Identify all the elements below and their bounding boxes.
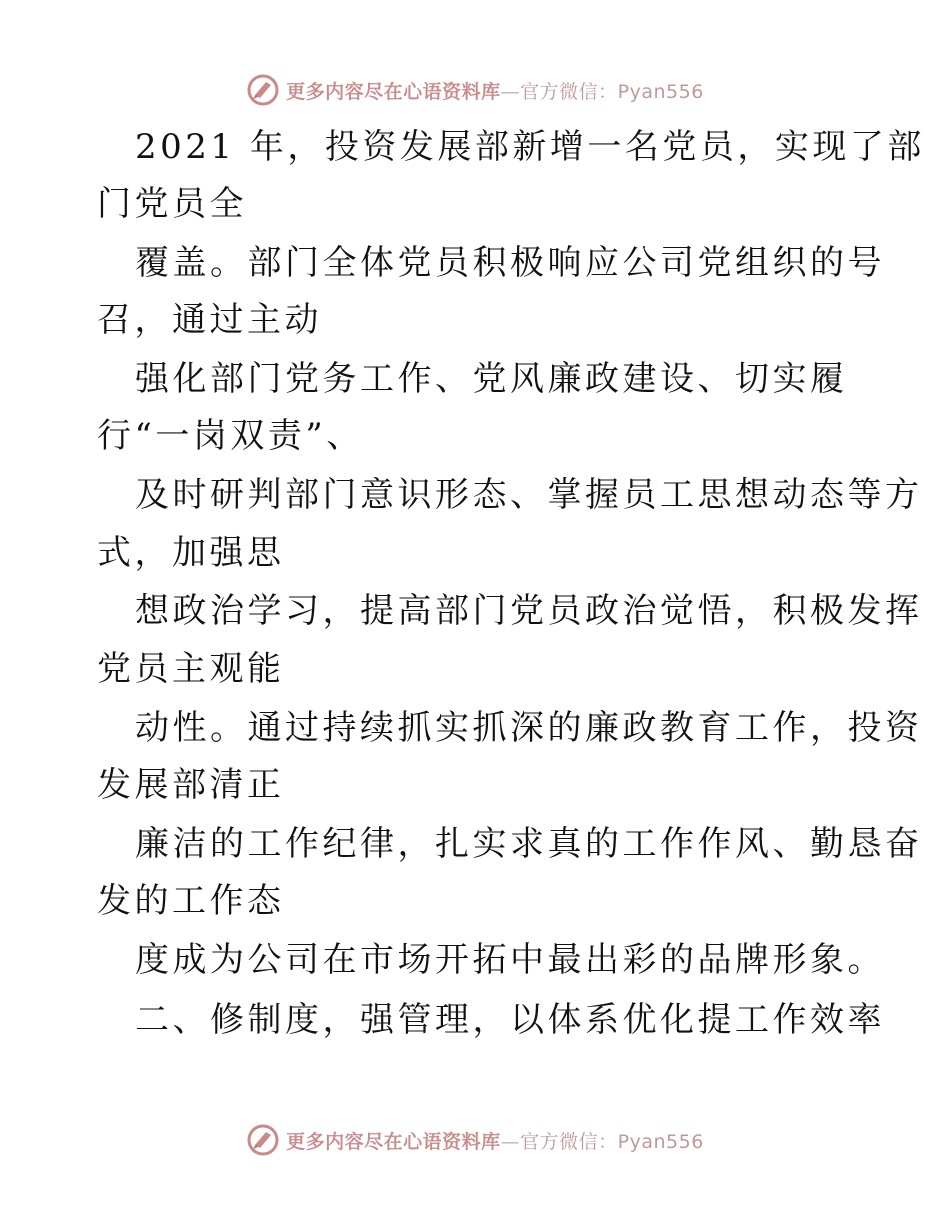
- watermark-separator: —: [500, 1130, 521, 1153]
- body-line-7: 及时研判部门意识形态、掌握员工思想动态等方: [135, 475, 923, 515]
- watermark-separator: —: [500, 80, 521, 103]
- body-line-12: 发展部清正: [97, 765, 285, 805]
- body-line-3: 覆盖。部门全体党员积极响应公司党组织的号: [135, 243, 885, 283]
- body-line-2: 门党员全: [97, 184, 247, 224]
- watermark-brand: 更多内容尽在心语资料库: [286, 80, 501, 103]
- body-line-15: 度成为公司在市场开拓中最出彩的品牌形象。: [135, 940, 885, 980]
- watermark-footer: [0, 1120, 950, 1160]
- body-line-9: 想政治学习，提高部门党员政治觉悟，积极发挥: [135, 591, 923, 631]
- body-line-6: 行“一岗双责”、: [97, 416, 364, 456]
- body-line-4: 召，通过主动: [97, 300, 322, 340]
- body-line-10: 党员主观能: [97, 649, 285, 689]
- watermark-text: [286, 1127, 704, 1154]
- seal-logo-icon: [246, 1123, 280, 1157]
- body-line-1: 2021 年，投资发展部新增一名党员，实现了部: [135, 127, 925, 167]
- watermark-contact: 官方微信：Pyan556: [520, 80, 704, 103]
- body-line-5: 强化部门党务工作、党风廉政建设、切实履: [135, 359, 848, 399]
- body-line-8: 式，加强思: [97, 533, 285, 573]
- watermark-contact: 官方微信：Pyan556: [520, 1130, 704, 1153]
- body-line-11: 动性。通过持续抓实抓深的廉政教育工作，投资: [135, 708, 923, 748]
- body-line-14: 发的工作态: [97, 881, 285, 921]
- watermark-brand: 更多内容尽在心语资料库: [286, 1130, 501, 1153]
- section-heading: 二、修制度，强管理，以体系优化提工作效率: [135, 1000, 885, 1040]
- body-line-13: 廉洁的工作纪律，扎实求真的工作作风、勤恳奋: [135, 824, 923, 864]
